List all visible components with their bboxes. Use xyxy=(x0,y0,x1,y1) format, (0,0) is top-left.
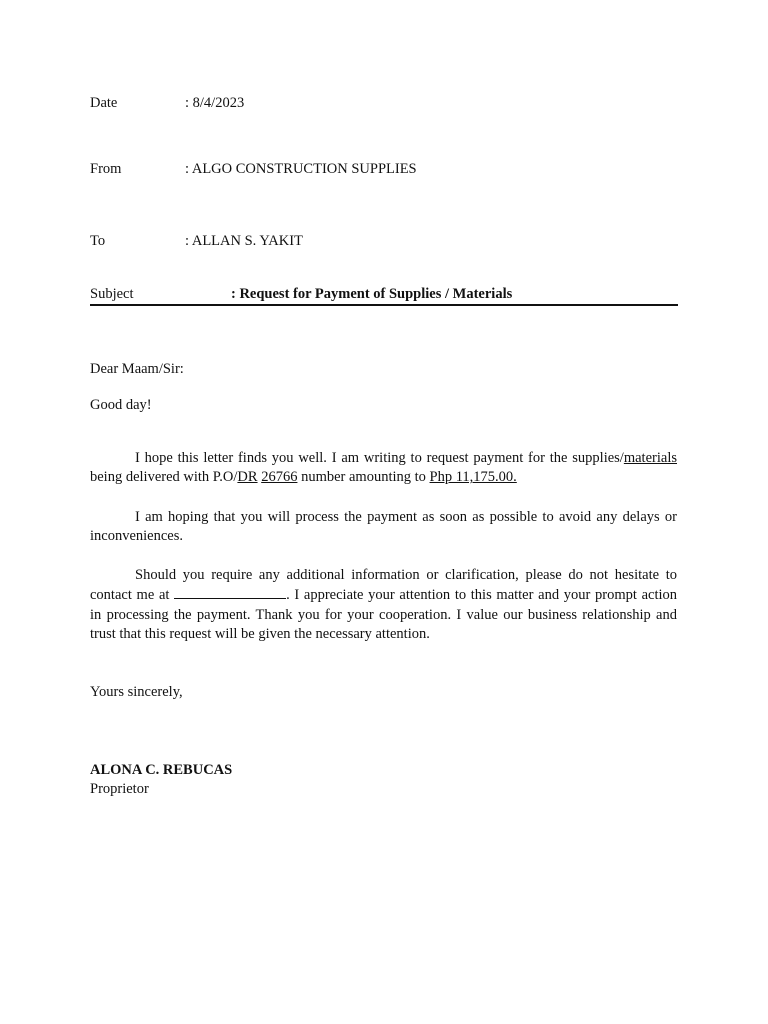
materials-text: materials xyxy=(623,450,677,466)
dr-text: DR xyxy=(237,469,258,486)
subject-row xyxy=(90,284,678,306)
paragraph-3-text-a: Should you require any additional information or clarification, please do not hesitate to contact me at xyxy=(90,567,677,604)
paragraph-2: I am hoping that you will process the payment as soon as possible to avoid any delays or inconveniences. xyxy=(90,509,677,545)
from-label: From xyxy=(90,161,122,177)
signer-name: ALONA C. REBUCAS xyxy=(90,762,233,778)
to-label: To xyxy=(90,233,106,249)
paragraph-1-text-b: being delivered with P.O/ xyxy=(90,469,238,486)
from-row xyxy=(90,159,678,179)
to-row xyxy=(90,231,678,251)
date-row xyxy=(90,93,678,113)
salutation: Dear Maam/Sir: xyxy=(90,361,184,377)
closing: Yours sincerely, xyxy=(90,684,183,700)
date-value: : 8/4/2023 xyxy=(185,95,245,111)
greeting: Good day! xyxy=(90,397,152,413)
paragraph-1-text-a: I hope this letter finds you well. I am writing to request payment for the supplies/ xyxy=(135,450,624,466)
date-label: Date xyxy=(90,95,118,111)
amount-text: Php 11,175.00. xyxy=(429,469,517,486)
paragraph-3 xyxy=(90,566,677,645)
dr-number: 26766 xyxy=(261,469,298,486)
paragraph-1 xyxy=(90,449,677,488)
subject-value: : Request for Payment of Supplies / Materials xyxy=(231,286,513,302)
to-value: : ALLAN S. YAKIT xyxy=(185,233,303,249)
subject-label: Subject xyxy=(90,286,134,302)
paragraph-1-text-c: number amounting to xyxy=(297,469,430,486)
from-value: : ALGO CONSTRUCTION SUPPLIES xyxy=(185,161,417,177)
paragraph-3-text-b: . I appreciate your attention to this matter and your prompt action in processing the payment. Thank you for your cooperation. I value our business relationship and trust that this request will be given the necessary attention. xyxy=(90,587,677,643)
contact-blank-line xyxy=(174,585,286,599)
signer-title: Proprietor xyxy=(90,781,149,797)
